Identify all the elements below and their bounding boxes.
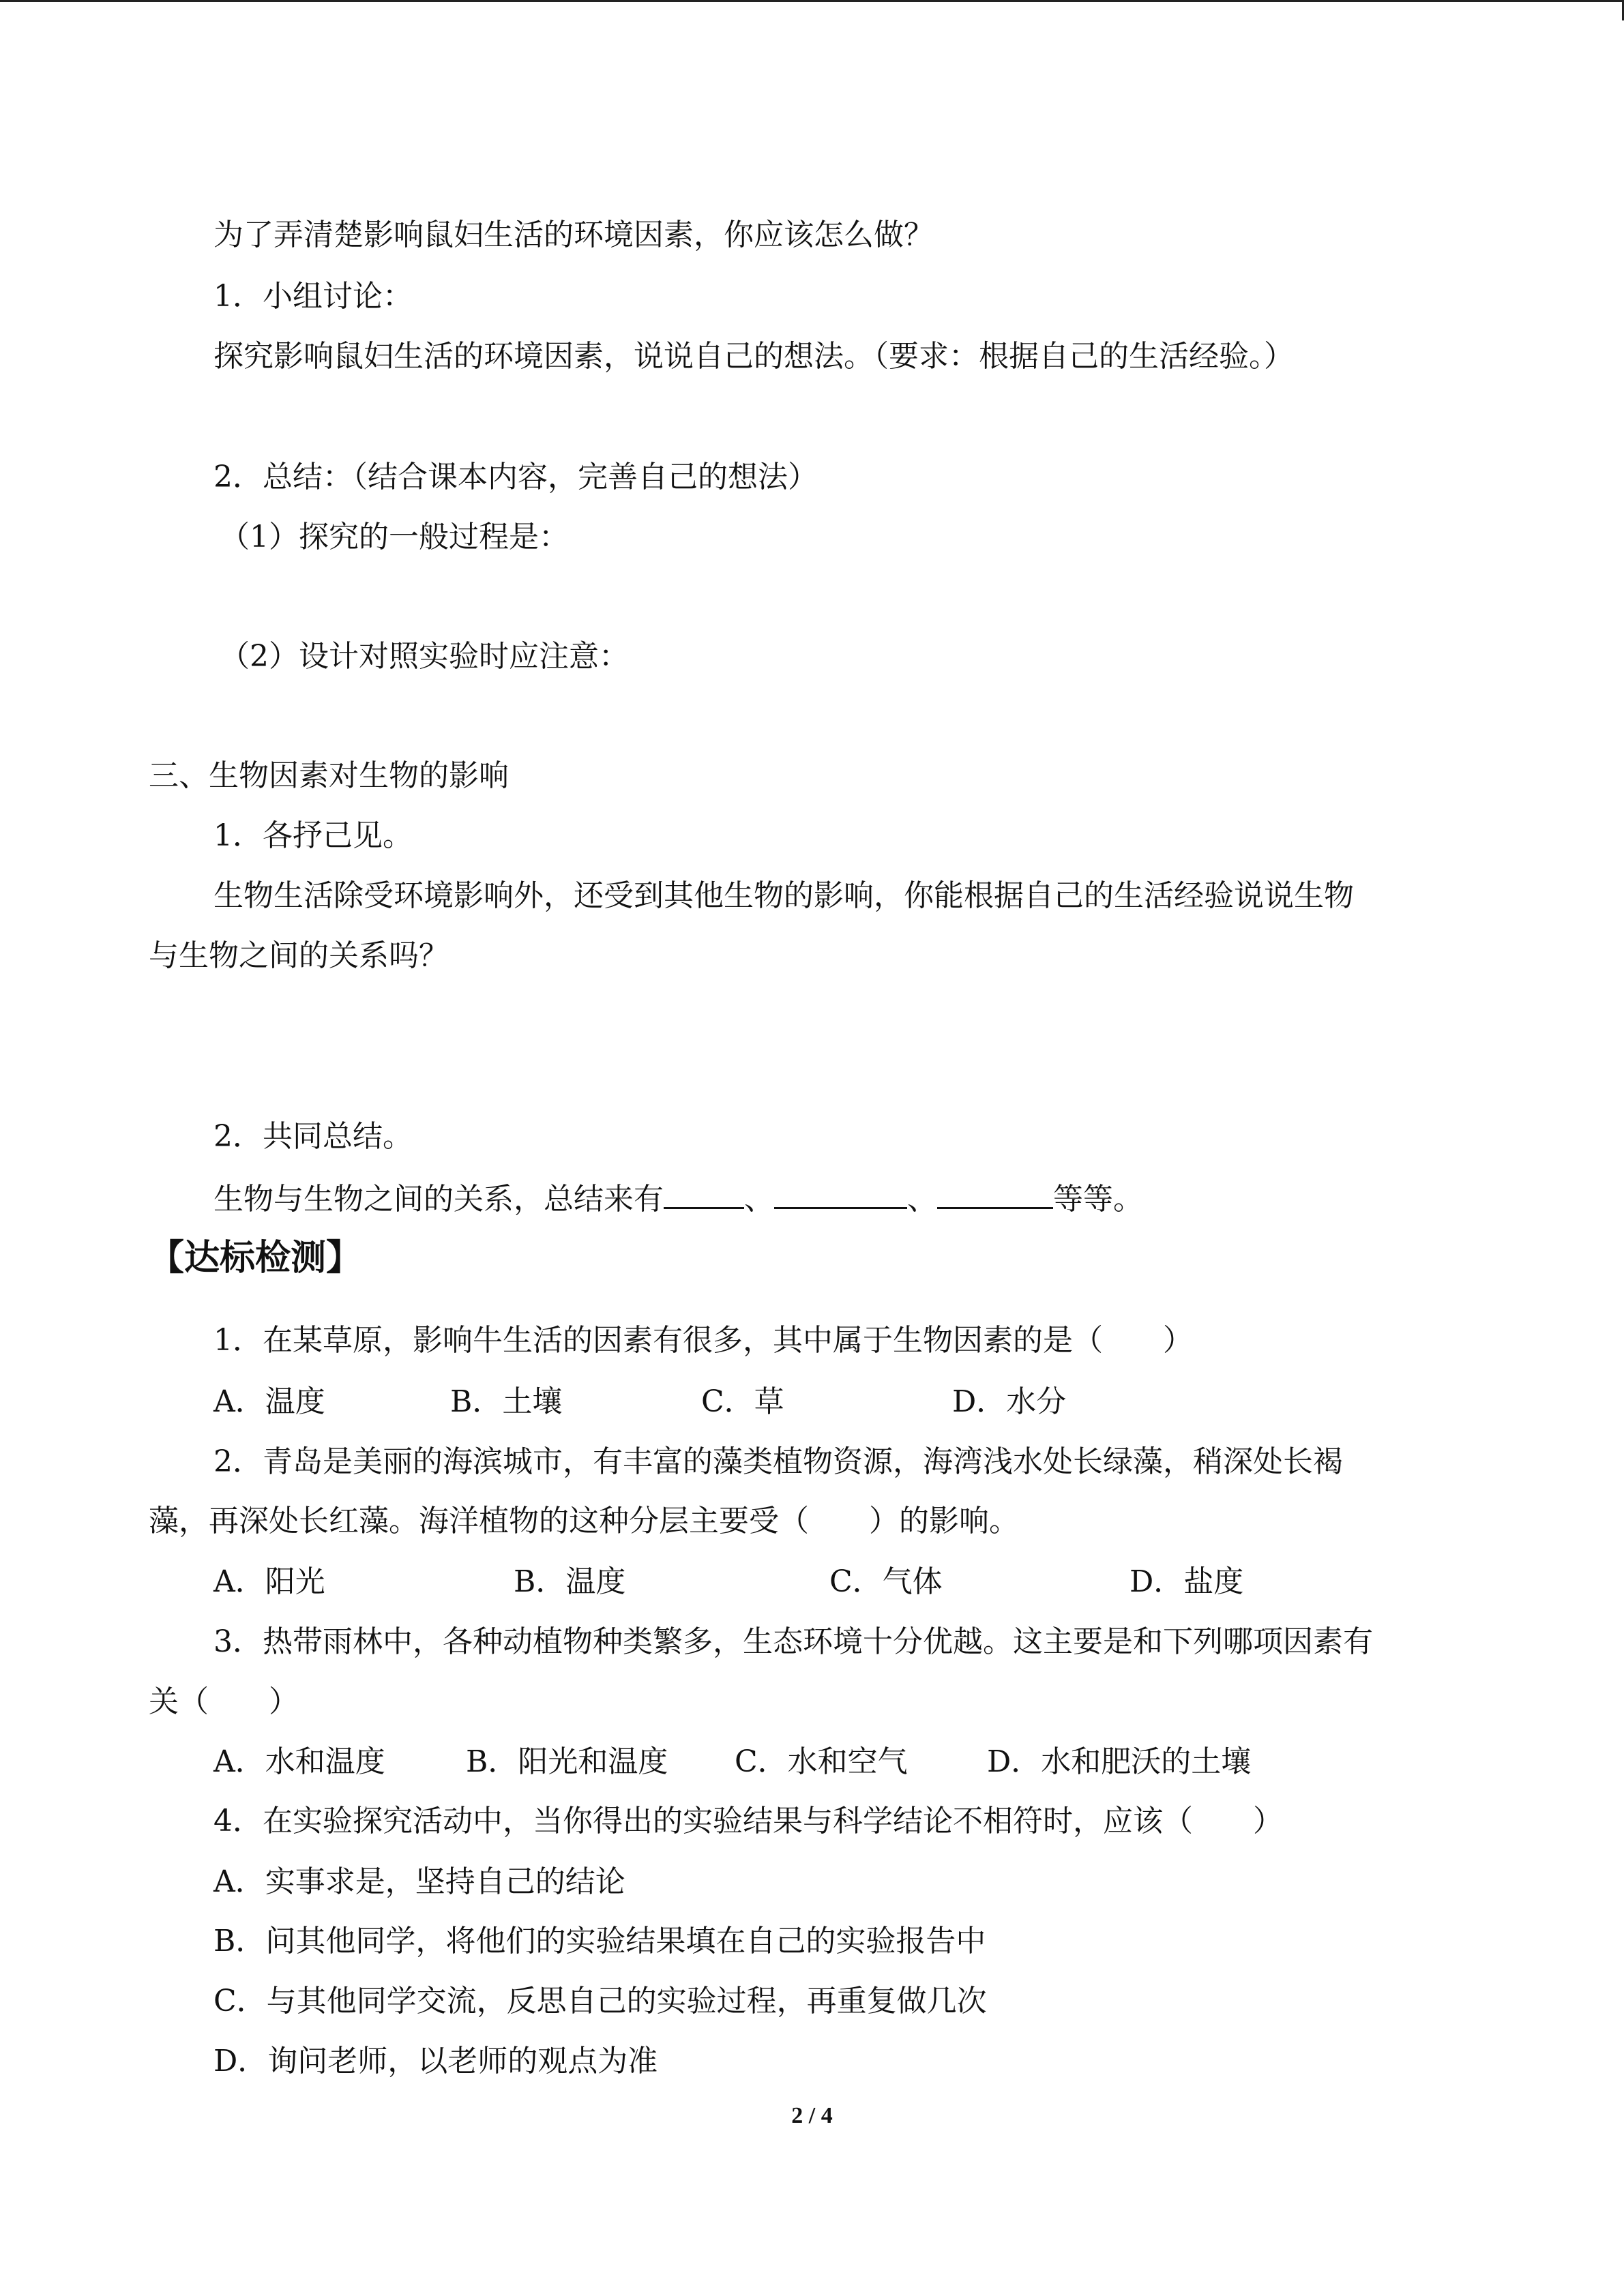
answer-blank-2[interactable] xyxy=(774,1177,907,1209)
q3-option-c[interactable]: C．水和空气 xyxy=(735,1744,908,1779)
page-top-border xyxy=(0,0,1624,2)
answer-blank-1[interactable] xyxy=(664,1177,744,1209)
q3-option-a[interactable]: A．水和温度 xyxy=(213,1744,385,1779)
discussion-text: 探究影响鼠妇生活的环境因素，说说自己的想法。（要求：根据自己的生活经验。） xyxy=(213,339,1294,374)
section-3-title: 三、生物因素对生物的影响 xyxy=(149,758,509,793)
question-2-line-1: 2．青岛是美丽的海滨城市，有丰富的藻类植物资源，海湾浅水处长绿藻，稍深处长褐 xyxy=(213,1444,1343,1479)
q4-option-c[interactable]: C．与其他同学交流，反思自己的实验过程，再重复做几次 xyxy=(213,1984,987,2018)
question-3-options xyxy=(213,1742,1251,1783)
q4-option-d[interactable]: D．询问老师，以老师的观点为准 xyxy=(213,2044,658,2078)
question-1-options xyxy=(213,1382,1066,1422)
q2-option-c[interactable]: C．气体 xyxy=(829,1564,943,1599)
fill-in-sep-2: 、 xyxy=(907,1182,937,1217)
q3-option-b[interactable]: B．阳光和温度 xyxy=(466,1744,668,1779)
q1-option-d[interactable]: D．水分 xyxy=(952,1384,1067,1419)
question-4: 4．在实验探究活动中，当你得出的实验结果与科学结论不相符时，应该（ ） xyxy=(213,1804,1283,1838)
section-3-item-1: 1．各抒己见。 xyxy=(213,818,413,853)
q2-option-a[interactable]: A．阳光 xyxy=(213,1564,325,1599)
q1-option-b[interactable]: B．土壤 xyxy=(450,1384,563,1419)
question-2-line-2: 藻，再深处长红藻。海洋植物的这种分层主要受（ ）的影响。 xyxy=(149,1504,1019,1538)
q1-option-c[interactable]: C．草 xyxy=(701,1384,784,1419)
question-2-options xyxy=(213,1562,1243,1602)
question-1: 1．在某草原，影响牛生活的因素有很多，其中属于生物因素的是（ ） xyxy=(213,1323,1193,1358)
summary-item-2: （2）设计对照实验时应注意： xyxy=(220,639,629,674)
relationship-fill-in xyxy=(213,1177,1143,1220)
summary-heading: 2．总结：（结合课本内容，完善自己的想法） xyxy=(213,460,818,494)
question-3-line-1: 3．热带雨林中，各种动植物种类繁多，生态环境十分优越。这主要是和下列哪项因素有 xyxy=(213,1624,1373,1659)
q4-option-a[interactable]: A．实事求是，坚持自己的结论 xyxy=(213,1864,625,1899)
q2-option-d[interactable]: D．盐度 xyxy=(1130,1564,1244,1599)
q1-option-a[interactable]: A．温度 xyxy=(213,1384,325,1419)
fill-in-suffix: 等等。 xyxy=(1053,1182,1143,1217)
q3-option-d[interactable]: D．水和肥沃的土壤 xyxy=(987,1744,1252,1779)
q4-option-b[interactable]: B．问其他同学，将他们的实验结果填在自己的实验报告中 xyxy=(213,1924,986,1958)
intro-question: 为了弄清楚影响鼠妇生活的环境因素，你应该怎么做？ xyxy=(213,218,934,252)
page-number: 2 / 4 xyxy=(791,2103,833,2128)
q2-option-b[interactable]: B．温度 xyxy=(514,1564,626,1599)
summary-item-1: （1）探究的一般过程是： xyxy=(220,520,569,554)
discussion-heading: 1．小组讨论： xyxy=(213,279,413,314)
fill-in-prefix: 生物与生物之间的关系，总结来有 xyxy=(213,1182,664,1217)
answer-blank-3[interactable] xyxy=(937,1177,1053,1209)
assessment-heading: 【达标检测】 xyxy=(149,1238,362,1279)
section-3-item-2: 2．共同总结。 xyxy=(213,1119,413,1154)
section-3-paragraph-line-1: 生物生活除受环境影响外，还受到其他生物的影响，你能根据自己的生活经验说说生物 xyxy=(213,878,1354,913)
fill-in-sep-1: 、 xyxy=(744,1182,774,1217)
section-3-paragraph-line-2: 与生物之间的关系吗？ xyxy=(149,938,449,973)
question-3-line-2: 关（ ） xyxy=(149,1684,299,1719)
